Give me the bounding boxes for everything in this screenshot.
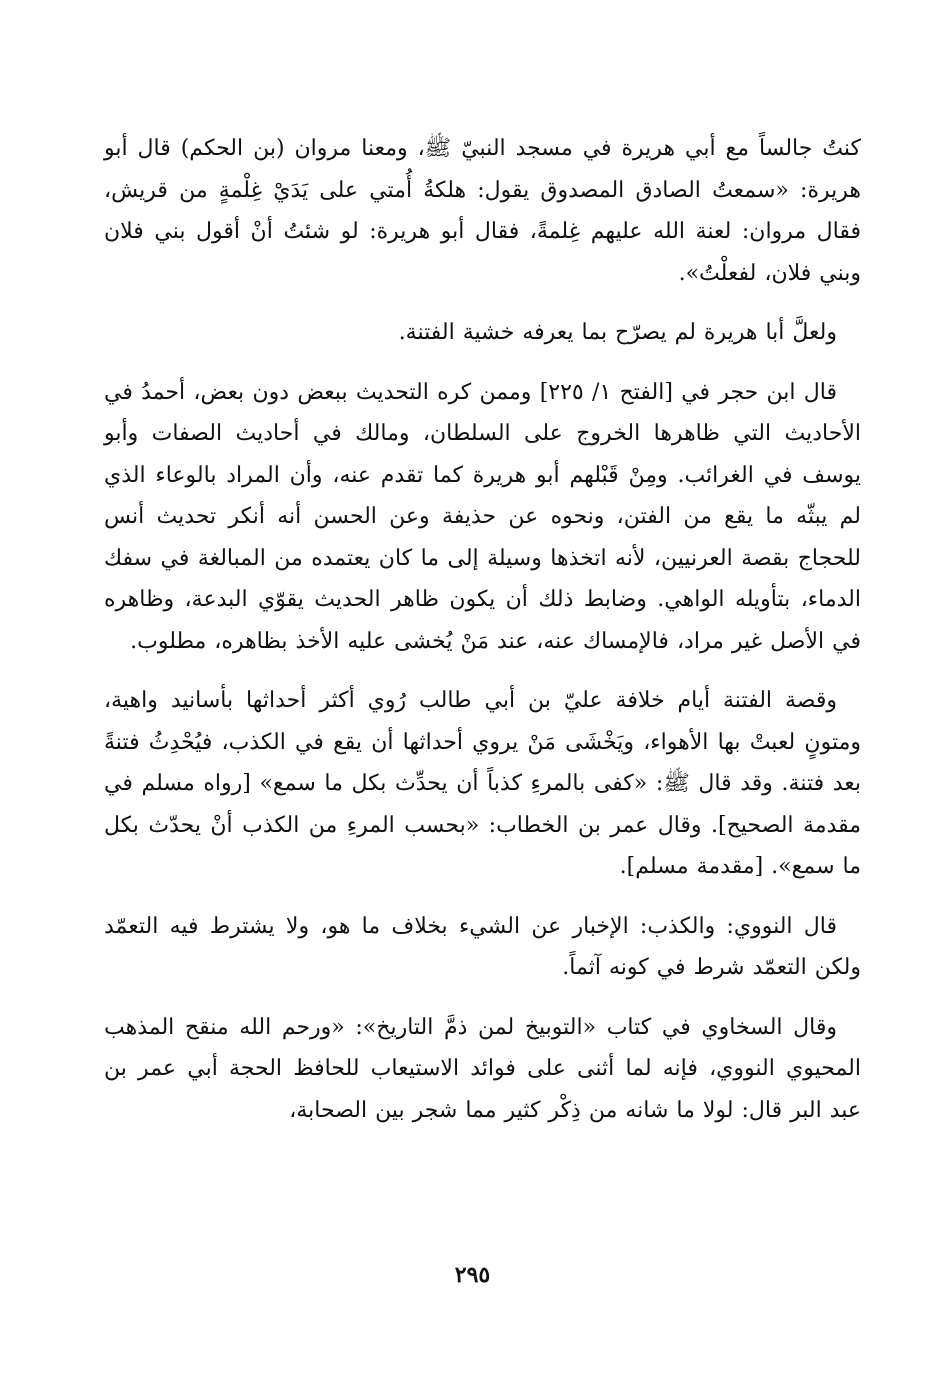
page-number: ٢٩٥ <box>454 1262 491 1288</box>
paragraph-commentary: ولعلَّ أبا هريرة لم يصرّح بما يعرفه خشية الفتنة. <box>398 320 837 345</box>
paragraph-sakhawi: وقال السخاوي في كتاب «التوبيخ لمن ذمَّ التاريخ»: «ورحم الله منقح المذهب المحيوي النووي، فإنه لما أثنى على فوائد الاستيعاب للحافظ الحجة أبي عمر بن عبد البر قال: لولا ما شانه من ذِكْر كثير مما شجر بين الصحابة، <box>104 1014 861 1123</box>
body-text <box>104 128 861 1149</box>
paragraph-fitna-story: وقصة الفتنة أيام خلافة عليّ بن أبي طالب رُوي أكثر أحداثها بأسانيد واهية، ومتونٍ لعبتْ بها الأهواء، ويَخْشَى مَنْ يروي أحداثها أن يقع في الكذب، فيُحْدِثُ فتنةً بعد فتنة. وقد قال ﷺ: «كفى بالمرءِ كذباً أن يحدِّث بكل ما سمع» [رواه مسلم في مقدمة الصحيح]. وقال عمر بن الخطاب: «بحسب المرءِ من الكذب أنْ يحدّث بكل ما سمع». [مقدمة مسلم]. <box>104 688 862 879</box>
paragraph-abu-hurayra-hadith: كنتُ جالساً مع أبي هريرة في مسجد النبيّ ﷺ، ومعنا مروان (بن الحكم) قال أبو هريرة: «سمعتُ الصادق المصدوق يقول: هلكةُ أُمتي على يَدَيْ غِلْمةٍ من قريش، فقال مروان: لعنة الله عليهم غِلمةً، فقال أبو هريرة: لو شئتُ أنْ أقول بني فلان وبني فلان، لفعلْتُ». <box>104 136 861 286</box>
paragraph-nawawi: قال النووي: والكذب: الإخبار عن الشيء بخلاف ما هو، ولا يشترط فيه التعمّد ولكن التعمّد شرط في كونه آثماً. <box>104 913 861 980</box>
paragraph-ibn-hajar: قال ابن حجر في [الفتح ١/ ٢٢٥] وممن كره التحديث ببعض دون بعض، أحمدُ في الأحاديث التي ظاهرها الخروج على السلطان، ومالك في أحاديث الصفات وأبو يوسف في الغرائب. ومِنْ قَبْلهم أبو هريرة كما تقدم عنه، وأن المراد بالوعاء الذي لم يبثّه ما يقع من الفتن، ونحوه عن حذيفة وعن الحسن أنه أنكر تحديث أنس للحجاج بقصة العرنيين، لأنه اتخذها وسيلة إلى ما كان يعتمده من المبالغة في سفك الدماء، بتأويله الواهي. وضابط ذلك أن يكون ظاهر الحديث يقوّي البدعة، وظاهره في الأصل غير مراد، فالإمساك عنه، عند مَنْ يُخشى عليه الأخذ بظاهره، مطلوب. <box>104 379 861 654</box>
